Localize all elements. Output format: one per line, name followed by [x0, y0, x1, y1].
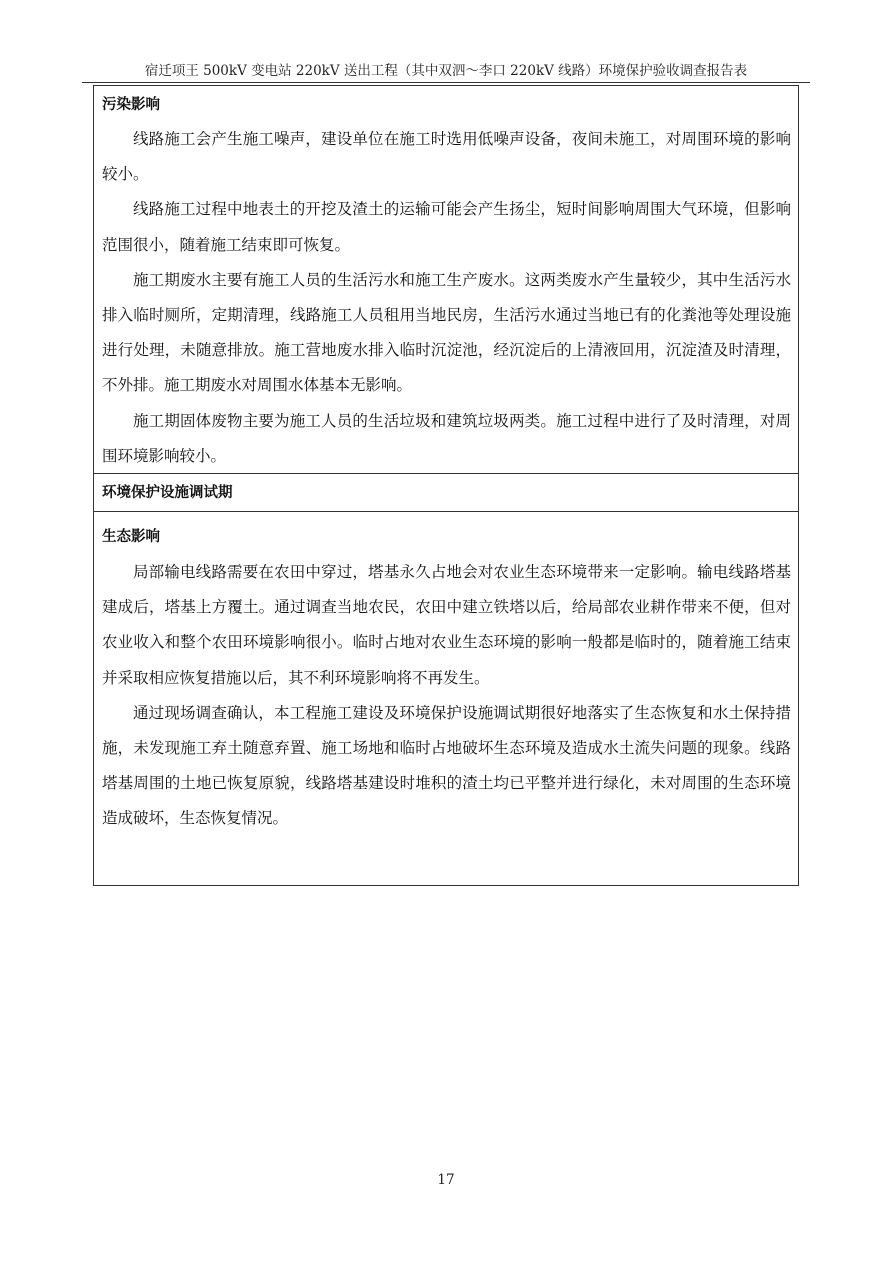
- solid-waste-paragraph: 施工期固体废物主要为施工人员的生活垃圾和建筑垃圾两类。施工过程中进行了及时清理，对周围环境影响较小。: [102, 411, 791, 465]
- pollution-impact-heading: 污染影响: [102, 97, 160, 113]
- commissioning-period-heading: 环境保护设施调试期: [102, 485, 233, 501]
- ecological-impact-heading: 生态影响: [102, 529, 160, 545]
- header-rule: [82, 82, 810, 83]
- site-survey-paragraph: 通过现场调查确认，本工程施工建设及环境保护设施调试期很好地落实了生态恢复和水土保持措施，未发现施工弃土随意弃置、施工场地和临时占地破坏生态环境及造成水土流失问题的现象。线路塔基周围的土地已恢复原貌，线路塔基建设时堆积的渣土均已平整并进行绿化，未对周围的生态环境造成破坏，生态恢复情况。: [102, 703, 791, 828]
- pollution-impact-cell: [94, 86, 798, 474]
- noise-paragraph: 线路施工会产生施工噪声，建设单位在施工时选用低噪声设备，夜间未施工，对周围环境的影响较小。: [102, 130, 791, 184]
- page-number: 17: [437, 1172, 455, 1188]
- dust-paragraph: 线路施工过程中地表土的开挖及渣土的运输可能会产生扬尘，短时间影响周围大气环境，但影响范围很小，随着施工结束即可恢复。: [102, 200, 791, 254]
- ecological-impact-cell: [94, 512, 798, 885]
- wastewater-paragraph: 施工期废水主要有施工人员的生活污水和施工生产废水。这两类废水产生量较少，其中生活污水排入临时厕所，定期清理，线路施工人员租用当地民房，生活污水通过当地已有的化粪池等处理设施进行处理，未随意排放。施工营地废水排入临时沉淀池，经沉淀后的上清液回用，沉淀渣及时清理，不外排。施工期废水对周围水体基本无影响。: [102, 270, 791, 395]
- report-table: [93, 85, 799, 886]
- page-header-title: 宿迁项王 500kV 变电站 220kV 送出工程（其中双泗～李口 220kV 线路）环境保护验收调查报告表: [144, 63, 748, 79]
- farmland-paragraph: 局部输电线路需要在农田中穿过，塔基永久占地会对农业生态环境带来一定影响。输电线路塔基建成后，塔基上方覆土。通过调查当地农民，农田中建立铁塔以后，给局部农业耕作带来不便，但对农业收入和整个农田环境影响很小。临时占地对农业生态环境的影响一般都是临时的，随着施工结束并采取相应恢复措施以后，其不利环境影响将不再发生。: [102, 563, 791, 687]
- commissioning-period-cell: [94, 474, 798, 512]
